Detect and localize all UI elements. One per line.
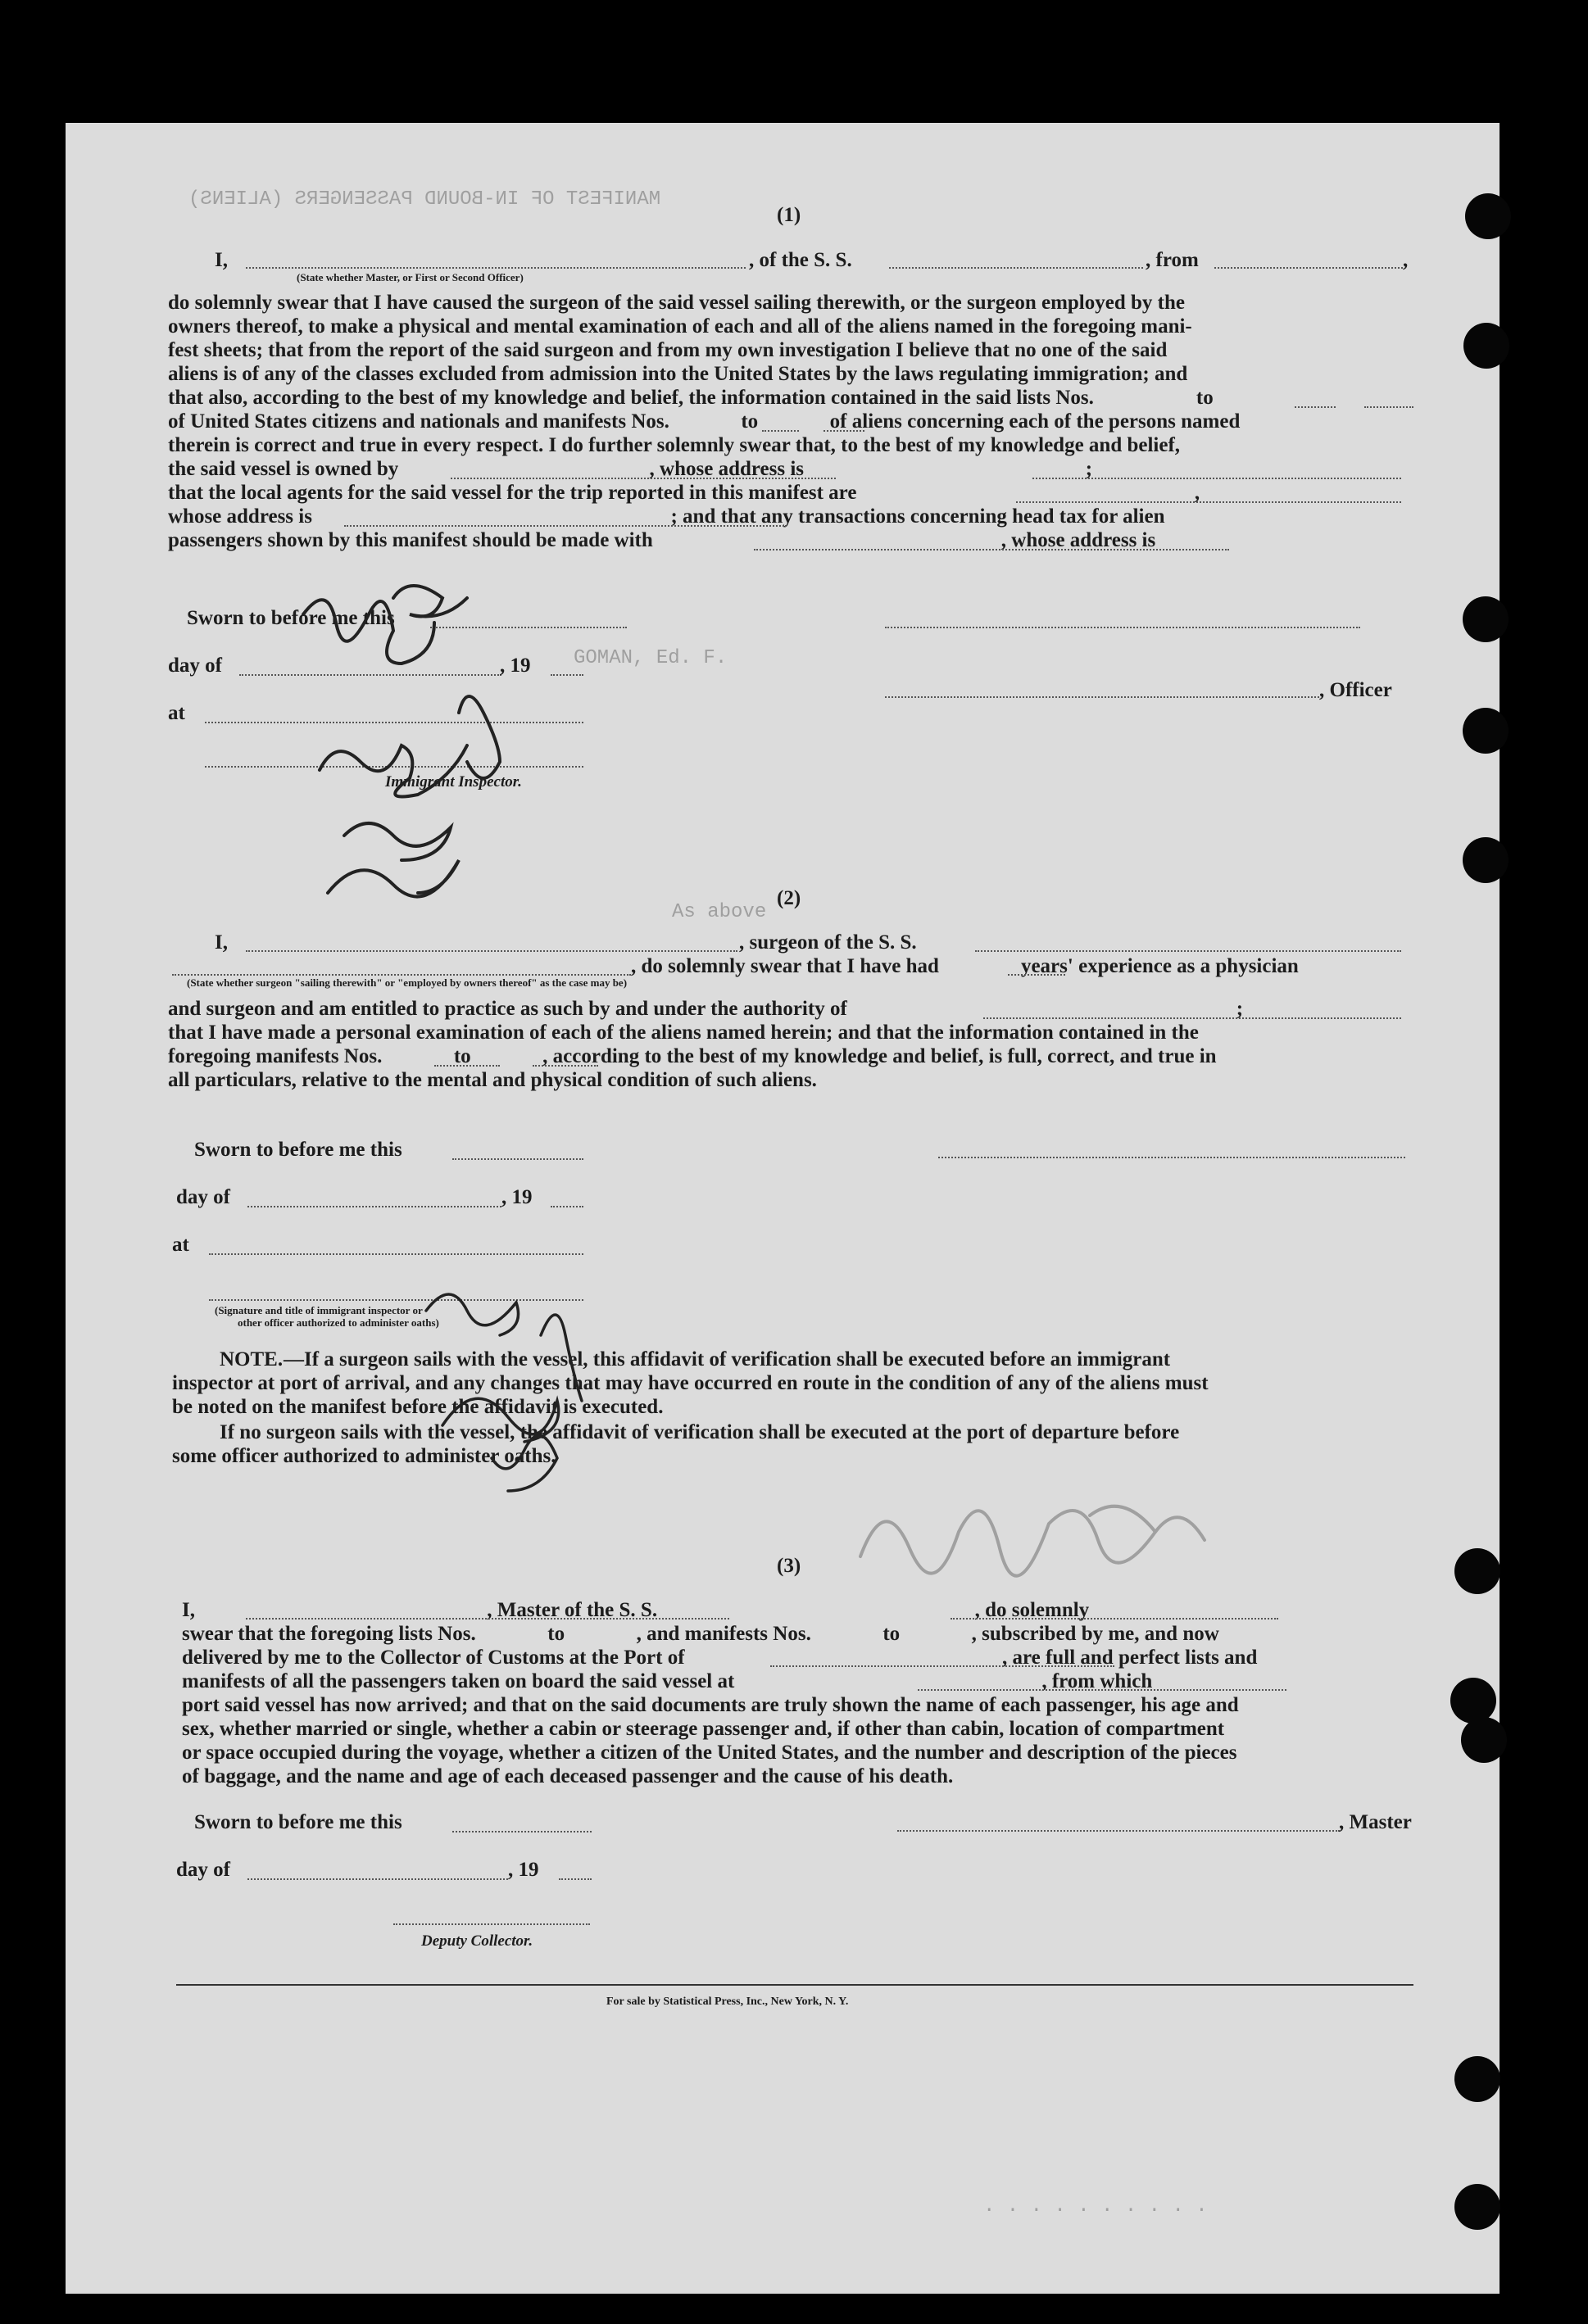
- sworn-date-field[interactable]: [452, 1831, 592, 1832]
- bleed-through-text: . . . . . . . . . .: [983, 2195, 1208, 2218]
- sworn-label: Sworn to before me this: [194, 1811, 402, 1833]
- section-2-surgeon-note: (State whether surgeon "sailing therewith" or "employed by owners thereof" as the case may be): [187, 976, 628, 989]
- section-2-line: all particulars, relative to the mental and physical condition of such aliens.: [168, 1069, 817, 1091]
- punch-hole: [1454, 2056, 1500, 2102]
- section-1-line: owners thereof, to make a physical and mental examination of each and all of the aliens named in the foregoing mani-: [168, 315, 1192, 338]
- master-label: , Master: [1339, 1811, 1412, 1833]
- officer-label: , Officer: [1319, 679, 1392, 701]
- surgeon-of-ss-label: , surgeon of the S. S.: [739, 931, 917, 954]
- owner-field[interactable]: [451, 478, 836, 479]
- surgeon-status-field[interactable]: [172, 974, 631, 976]
- section-1-line: whose address is ; and that any transactions concerning head tax for alien: [168, 505, 1165, 528]
- section-2-line: and surgeon and am entitled to practice as such by and under the authority of ;: [168, 998, 1244, 1020]
- punch-hole: [1454, 1548, 1500, 1594]
- section-2-line: foregoing manifests Nos. to , according to the best of my knowledge and belief, is full, correct, and true in: [168, 1045, 1217, 1067]
- manifest-no-to-field[interactable]: [533, 1065, 598, 1067]
- bleed-through-text: MANIFEST OF IN-BOUND PASSENGERS (ALIENS): [188, 188, 661, 211]
- section-3-line: delivered by me to the Collector of Customs at the Port of , are full and perfect lists and: [182, 1647, 1258, 1669]
- day-label: day of: [168, 655, 222, 677]
- manifest-no-from-field[interactable]: [434, 1065, 500, 1067]
- faint-handwriting: [844, 1466, 1303, 1597]
- note-line: inspector at port of arrival, and any changes that may have occurred en route in the condition of any of the aliens must: [172, 1372, 1209, 1394]
- section-3-line: of baggage, and the name and age of each deceased passenger and the cause of his death.: [182, 1765, 954, 1787]
- section-1-line: fest sheets; that from the report of the said surgeon and from my own investigation I believe that no one of the said: [168, 339, 1168, 361]
- punch-hole: [1463, 596, 1509, 642]
- signature-title-note: other officer authorized to administer oaths): [238, 1316, 439, 1329]
- bleed-through-text: GOMAN, Ed. F.: [574, 647, 728, 669]
- note-line: —If a surgeon sails with the vessel, this affidavit of verification shall be executed before an immigrant: [284, 1348, 1171, 1370]
- punch-hole: [1463, 837, 1509, 883]
- vessel-label: , of the S. S.: [749, 249, 852, 271]
- section-1-line: the said vessel is owned by , whose address is ;: [168, 458, 1093, 480]
- section-3-line: sex, whether married or single, whether a cabin or steerage passenger and, if other than cabin, location of compartment: [182, 1718, 1225, 1740]
- head-tax-party-field[interactable]: [754, 549, 1229, 550]
- list-no-from-field[interactable]: [1295, 406, 1336, 408]
- section-3-line: or space occupied during the voyage, whether a citizen of the United States, and the number and description of the pieces: [182, 1742, 1237, 1764]
- punch-hole: [1461, 1717, 1507, 1763]
- punch-hole: [1463, 708, 1509, 754]
- note-line: If no surgeon sails with the vessel, the affidavit of verification shall be executed at the port of departure before: [220, 1421, 1180, 1443]
- section-1-line: do solemnly swear that I have caused the surgeon of the said vessel sailing therewith, or the surgeon employed by the: [168, 292, 1185, 314]
- surgeon-vessel-field[interactable]: [975, 950, 1401, 952]
- section-2-number: (2): [777, 887, 801, 909]
- at-label: at: [172, 1234, 189, 1256]
- manifest-no-to-field[interactable]: [823, 430, 864, 432]
- surgeon-signature-field[interactable]: [938, 1157, 1405, 1158]
- officer-rank-field[interactable]: [246, 267, 746, 269]
- master-name-field[interactable]: [246, 1618, 729, 1620]
- at-label: at: [168, 702, 185, 724]
- section-3-line: port said vessel has now arrived; and that on the said documents are truly shown the name of each passenger, his age and: [182, 1694, 1239, 1716]
- owner-address-field[interactable]: [1032, 478, 1401, 479]
- officer-signature-field[interactable]: [885, 696, 1319, 698]
- master-vessel-field[interactable]: [951, 1618, 1278, 1620]
- year-label: , 19: [500, 655, 531, 677]
- manifest-no-from-field[interactable]: [762, 430, 799, 432]
- note-line: be noted on the manifest before the affidavit is executed.: [172, 1396, 664, 1418]
- section-2-line: that I have made a personal examination of each of the aliens named herein; and that the information contained in the: [168, 1022, 1199, 1044]
- section-3-number: (3): [777, 1555, 801, 1577]
- bleed-through-text: As above: [672, 901, 767, 923]
- punch-hole: [1465, 193, 1511, 239]
- vessel-name-field[interactable]: [889, 267, 1143, 269]
- years-experience-field[interactable]: [1008, 974, 1065, 976]
- punch-hole: [1463, 323, 1509, 369]
- section-3-line: manifests of all the passengers taken on board the said vessel at , from which: [182, 1670, 1153, 1692]
- from-label: , from: [1146, 249, 1199, 271]
- note-line: some officer authorized to administer oaths.: [172, 1445, 556, 1467]
- section-3-line: I, , Master of the S. S. , do solemnly: [182, 1599, 1090, 1621]
- local-agents-field[interactable]: [1016, 501, 1401, 503]
- port-from-field[interactable]: [1214, 267, 1403, 269]
- collector-signature-field[interactable]: [393, 1923, 590, 1925]
- port-of-departure-field[interactable]: [918, 1689, 1286, 1691]
- surgeon-name-field[interactable]: [246, 950, 737, 952]
- sworn-label: Sworn to before me this: [187, 607, 395, 629]
- note-label: NOTE.: [220, 1348, 284, 1370]
- section-1-line: of United States citizens and nationals and manifests Nos. to of aliens concerning each of the persons named: [168, 410, 1241, 433]
- deputy-collector-label: Deputy Collector.: [421, 1932, 533, 1950]
- signature-title-note: (Signature and title of immigrant inspector or: [215, 1304, 423, 1316]
- section-1-line: that the local agents for the said vessel for the trip reported in this manifest are ,: [168, 482, 1200, 504]
- section-1-i-label: I,: [215, 249, 228, 271]
- section-2-i-label: I,: [215, 931, 228, 954]
- footer-divider: [176, 1984, 1413, 1986]
- sworn-date-field[interactable]: [452, 1158, 583, 1160]
- year-label: , 19: [501, 1186, 533, 1208]
- sworn-label: Sworn to before me this: [194, 1139, 402, 1161]
- publisher-footer: For sale by Statistical Press, Inc., New York, N. Y.: [606, 1996, 849, 2008]
- handwritten-signature-1: [270, 565, 565, 942]
- day-label: day of: [176, 1859, 230, 1881]
- at-place-field[interactable]: [209, 1253, 583, 1255]
- section-1-line: aliens is of any of the classes excluded from admission into the United States by the laws regulating immigration; and: [168, 363, 1188, 385]
- section-1-number: (1): [777, 204, 801, 226]
- master-signature-field[interactable]: [897, 1830, 1340, 1832]
- officer-name-field[interactable]: [885, 627, 1360, 628]
- punch-hole: [1454, 2184, 1500, 2230]
- section-1-rank-note: (State whether Master, or First or Second Officer): [297, 271, 524, 283]
- section-1-line: passengers shown by this manifest should be made with , whose address is: [168, 529, 1156, 551]
- day-label: day of: [176, 1186, 230, 1208]
- authority-field[interactable]: [983, 1017, 1401, 1019]
- day-field[interactable]: [247, 1878, 508, 1880]
- list-no-to-field[interactable]: [1364, 406, 1413, 408]
- port-of-arrival-field[interactable]: [770, 1665, 1114, 1667]
- year-label: , 19: [508, 1859, 539, 1881]
- agent-address-field[interactable]: [344, 525, 787, 527]
- section-1-line: that also, according to the best of my knowledge and belief, the information contained in the said lists Nos. to: [168, 387, 1214, 409]
- section-1-line: therein is correct and true in every respect. I do further solemnly swear that, to the best of my knowledge and belief,: [168, 434, 1181, 456]
- immigrant-inspector-label: Immigrant Inspector.: [385, 773, 522, 791]
- surgeon-oath-line: , do solemnly swear that I have had years' experience as a physician: [631, 955, 1299, 977]
- section-3-line: swear that the foregoing lists Nos. to , and manifests Nos. to , subscribed by me, and now: [182, 1623, 1219, 1645]
- punch-hole: [1450, 1678, 1496, 1724]
- day-field[interactable]: [247, 1206, 501, 1207]
- year-field[interactable]: [551, 1206, 583, 1207]
- punctuation: ,: [1403, 249, 1409, 271]
- year-field[interactable]: [559, 1878, 592, 1880]
- handwritten-signature-2: [393, 1262, 656, 1524]
